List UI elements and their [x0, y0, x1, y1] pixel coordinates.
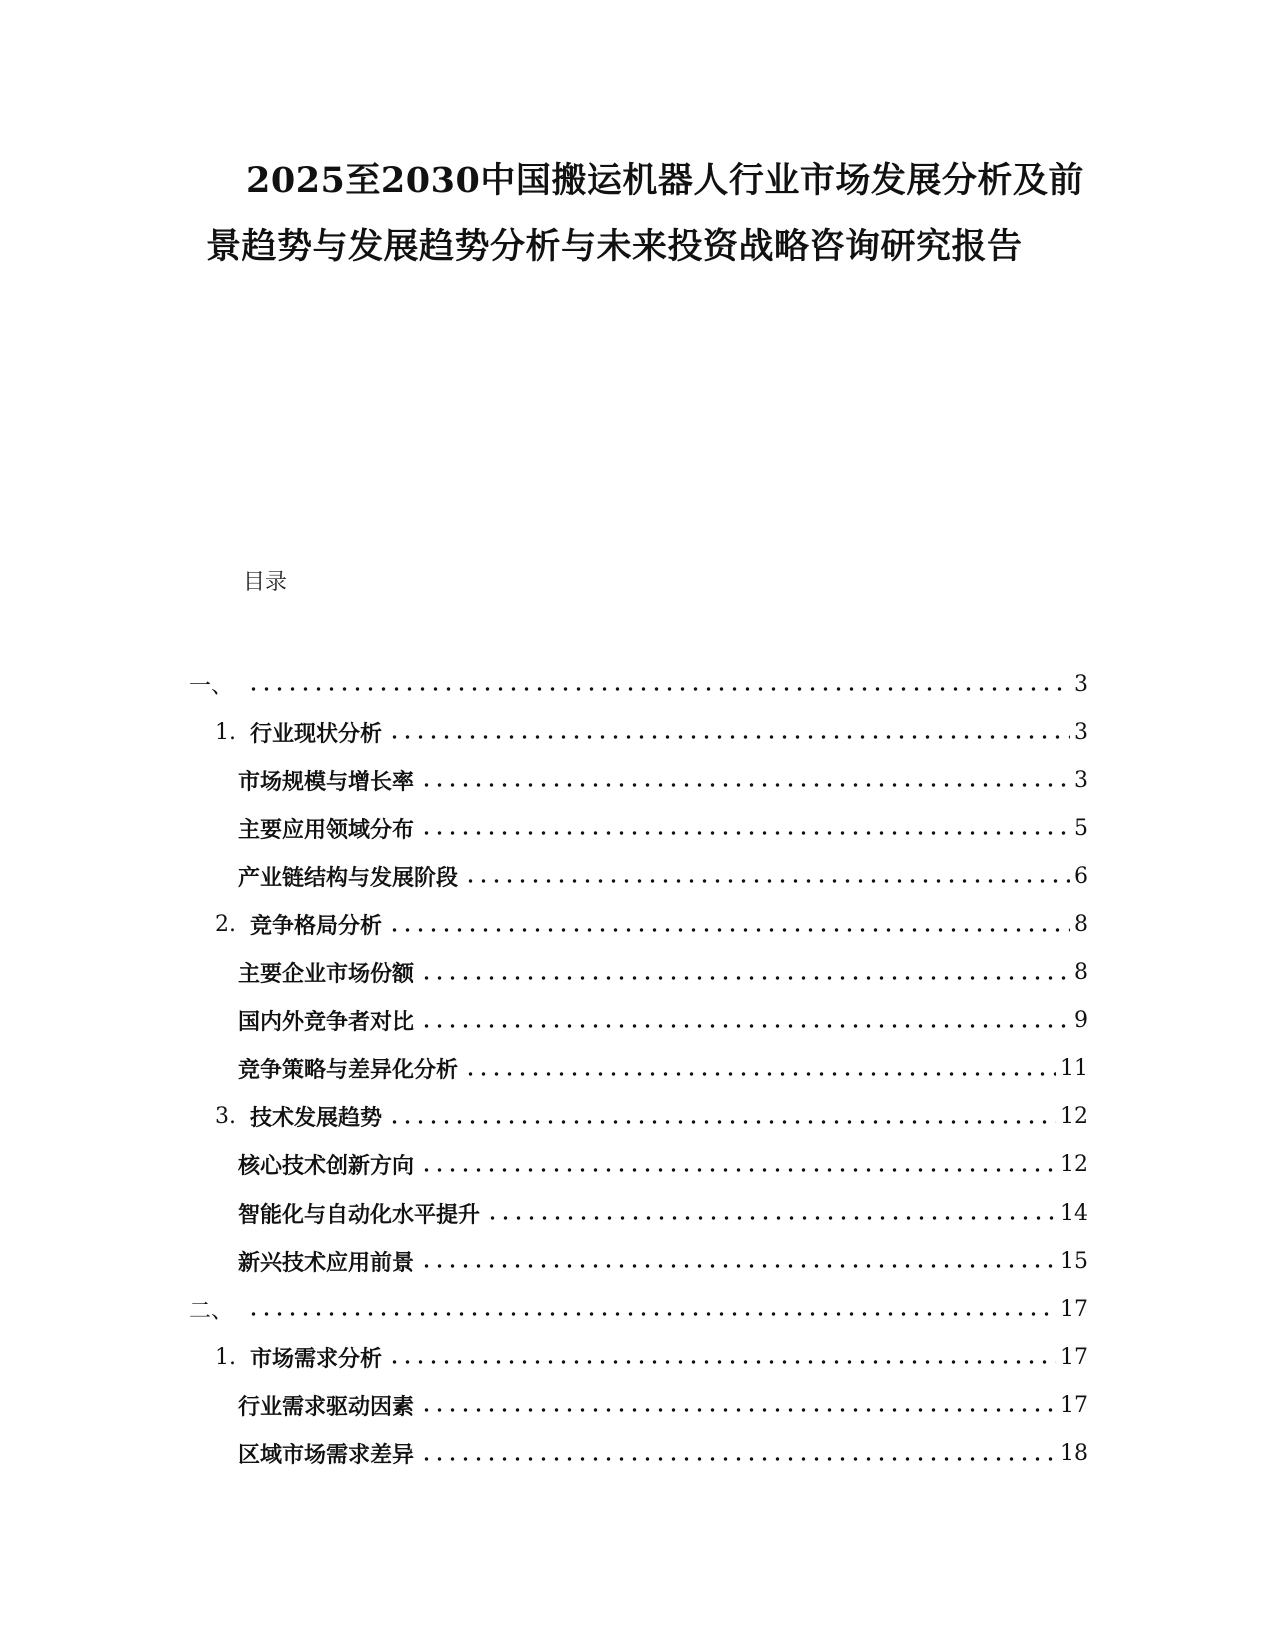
toc-entry-page: 17 — [1060, 1296, 1088, 1322]
toc-entry-page: 12 — [1060, 1104, 1088, 1130]
dot-leader — [247, 1299, 1056, 1319]
toc-entry[interactable] — [189, 949, 1088, 997]
toc-entry[interactable] — [189, 804, 1088, 852]
toc-entry-page: 8 — [1074, 960, 1088, 986]
toc-entry-page: 18 — [1060, 1441, 1088, 1467]
toc-entry-page: 15 — [1060, 1248, 1088, 1274]
toc-entry-label: 竞争策略与差异化分析 — [238, 1058, 459, 1084]
toc-entry-page: 14 — [1060, 1200, 1088, 1226]
dot-leader — [388, 915, 1070, 935]
toc-entry-page: 3 — [1074, 767, 1088, 793]
toc-entry-label: 国内外竞争者对比 — [238, 1010, 415, 1036]
dot-leader — [388, 1347, 1056, 1367]
toc-entry-number: 1. — [215, 1344, 236, 1370]
dot-leader — [420, 1444, 1056, 1464]
toc-entry-label: 市场规模与增长率 — [238, 769, 415, 795]
toc-entry-page: 3 — [1074, 719, 1088, 745]
toc-entry-page: 9 — [1074, 1008, 1088, 1034]
dot-leader — [388, 1107, 1056, 1127]
toc-entry-label: 智能化与自动化水平提升 — [238, 1202, 481, 1228]
dot-leader — [420, 1251, 1056, 1271]
toc-entry-label: 主要企业市场份额 — [238, 962, 415, 988]
toc-entry[interactable] — [189, 852, 1088, 900]
title-line-1: 2025至2030中国搬运机器人行业市场发展分析及前 — [246, 160, 1084, 201]
toc-entry[interactable] — [189, 1333, 1088, 1381]
dot-leader — [420, 963, 1070, 983]
toc-heading: 目录 — [243, 570, 288, 595]
toc-entry-number: 一、 — [189, 673, 234, 699]
toc-entry[interactable] — [189, 1141, 1088, 1189]
table-of-contents — [189, 660, 1088, 1478]
toc-entry-page: 17 — [1060, 1392, 1088, 1418]
dot-leader — [464, 1059, 1056, 1079]
toc-entry-number: 2. — [215, 912, 236, 938]
toc-entry-page: 5 — [1074, 815, 1088, 841]
toc-entry-number: 二、 — [189, 1298, 234, 1324]
dot-leader — [420, 818, 1070, 838]
toc-entry-label: 行业需求驱动因素 — [238, 1394, 415, 1420]
title-line-2: 景趋势与发展趋势分析与未来投资战略咨询研究报告 — [206, 226, 1023, 267]
dot-leader — [388, 722, 1070, 742]
toc-entry-label: 核心技术创新方向 — [238, 1154, 415, 1180]
toc-entry[interactable] — [189, 997, 1088, 1045]
toc-entry[interactable] — [189, 1093, 1088, 1141]
toc-entry[interactable] — [189, 1237, 1088, 1285]
toc-entry-label: 产业链结构与发展阶段 — [238, 865, 459, 891]
toc-entry-label: 竞争格局分析 — [250, 914, 383, 940]
toc-entry-label: 区域市场需求差异 — [238, 1443, 415, 1469]
dot-leader — [420, 1155, 1056, 1175]
toc-entry[interactable] — [189, 1285, 1088, 1333]
toc-entry[interactable] — [189, 660, 1088, 708]
dot-leader — [464, 866, 1070, 886]
toc-entry[interactable] — [189, 1430, 1088, 1478]
dot-leader — [420, 1395, 1056, 1415]
toc-entry[interactable] — [189, 1381, 1088, 1429]
toc-entry-label: 主要应用领域分布 — [238, 817, 415, 843]
dot-leader — [486, 1203, 1056, 1223]
toc-entry-label: 新兴技术应用前景 — [238, 1250, 415, 1276]
dot-leader — [420, 1011, 1070, 1031]
toc-entry-label: 行业现状分析 — [250, 721, 383, 747]
toc-entry-page: 3 — [1074, 671, 1088, 697]
dot-leader — [247, 674, 1070, 694]
toc-entry-page: 8 — [1074, 912, 1088, 938]
toc-entry-label: 技术发展趋势 — [250, 1106, 383, 1132]
toc-entry-number: 1. — [215, 719, 236, 745]
toc-entry-page: 17 — [1060, 1344, 1088, 1370]
toc-entry-page: 12 — [1060, 1152, 1088, 1178]
toc-entry[interactable] — [189, 708, 1088, 756]
toc-entry-page: 11 — [1060, 1056, 1088, 1082]
dot-leader — [420, 770, 1070, 790]
toc-entry[interactable] — [189, 756, 1088, 804]
toc-entry-label: 市场需求分析 — [250, 1346, 383, 1372]
toc-entry[interactable] — [189, 1189, 1088, 1237]
document-title — [200, 148, 1084, 280]
toc-entry[interactable] — [189, 1045, 1088, 1093]
toc-entry[interactable] — [189, 900, 1088, 948]
toc-entry-page: 6 — [1074, 863, 1088, 889]
toc-entry-number: 3. — [215, 1104, 236, 1130]
